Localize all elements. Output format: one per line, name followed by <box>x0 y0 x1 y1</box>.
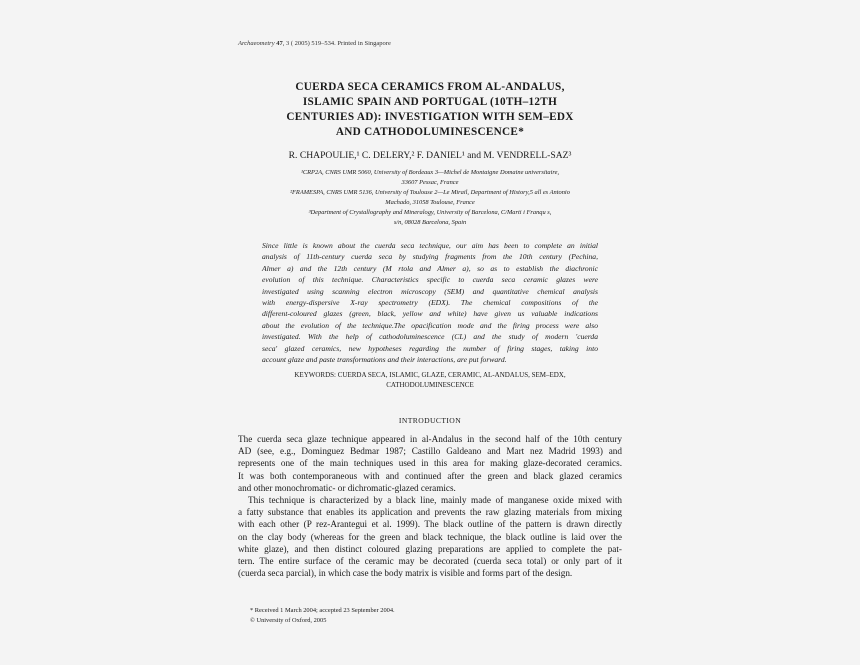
abstract-line: account glaze and paste transformations and their interactions, are put forward. <box>262 354 507 364</box>
keywords-line: KEYWORDS: CUERDA SECA, ISLAMIC, GLAZE, CERAMIC, AL-ANDALUS, SEM–EDX, <box>294 371 566 379</box>
body-line: represents one of the main techniques used in this area for making glaze-decorated ceramics. <box>238 458 622 469</box>
keywords-line: CATHODOLUMINESCENCE <box>386 381 474 389</box>
body-line: (cuerda seca parcial), in which case the body matrix is visible and forms part of the design. <box>238 568 573 579</box>
title-line: CUERDA SECA CERAMICS FROM AL-ANDALUS, <box>295 81 565 93</box>
running-head <box>238 40 391 47</box>
footnotes <box>250 606 395 625</box>
title-line: CENTURIES AD): INVESTIGATION WITH SEM–EDX <box>286 111 574 123</box>
affiliation-line: ³Department of Crystallography and Mineralogy, University of Barcelona, C/Marti i Franqu s, <box>308 209 552 216</box>
keywords <box>262 370 598 390</box>
affiliation-line: 33607 Pessac, France <box>401 179 459 186</box>
body-line: white glaze), and then distinct coloured glazing preparations are applied to complete the pat- <box>238 543 622 554</box>
abstract-line: Since little is known about the cuerda seca technique, our aim has been to complete an initial <box>262 241 598 250</box>
title-line: AND CATHODOLUMINESCENCE* <box>335 126 525 138</box>
footnote-received: * Received 1 March 2004; accepted 23 September 2004. <box>250 607 395 614</box>
affiliation-line: s/n, 08028 Barcelona, Spain <box>393 219 467 226</box>
abstract-line: evolution of this technique. Characteristics specific to cuerda seca ceramic glazes were <box>262 275 598 285</box>
journal-issue-info: , 3 ( 2005) 519–534. Printed in Singapore <box>282 40 391 47</box>
body-line: The cuerda seca glaze technique appeared in al-Andalus in the second half of the 10th century <box>238 434 622 444</box>
abstract-line: investigated using scanning electron microscopy (SEM) and quantitative chemical analysis <box>262 286 598 296</box>
abstract <box>262 240 598 365</box>
title-line: ISLAMIC SPAIN AND PORTUGAL (10TH–12TH <box>302 96 558 108</box>
abstract-line: investigated. With the help of cathodoluminescence (CL) and the study of modern 'cuerda <box>262 332 598 342</box>
body-line: It was both contemporaneous with and continued after the green and black glazed ceramics <box>238 470 622 481</box>
abstract-line: analysis of 11th-century cuerda seca by studying fragments from the 10th century (Pechina, <box>262 252 598 262</box>
body-line: a fatty substance that enables its application and prevents the raw glazing materials from mixing <box>238 507 622 518</box>
journal-name: Archaeometry <box>238 40 275 47</box>
affiliation-line: ¹CRP2A, CNRS UMR 5060, University of Bordeaux 3—Michel de Montaigne Domaine universitaire, <box>300 169 560 176</box>
body-line: on the clay body (whereas for the green and black technique, the black outline is laid over the <box>238 531 622 542</box>
affiliation-line: Machado, 31058 Toulouse, France <box>385 199 475 206</box>
section-heading: INTRODUCTION <box>398 416 462 425</box>
abstract-line: different-coloured glazes (green, black, yellow and white) have given us valuable indications <box>262 309 598 319</box>
introduction-text <box>238 433 622 579</box>
affiliations <box>255 168 605 228</box>
abstract-line: with energy-dispersive X-ray spectrometry (EDX). The chemical compositions of the <box>262 297 598 307</box>
abstract-line: Almer a) and the 12th century (M rtola and Almer a), so as to establish the diachronic <box>262 263 598 273</box>
abstract-line: seca' glazed ceramics, new hypotheses regarding the number of firing stages, taking into <box>262 343 598 353</box>
body-line: with each other (P rez-Arantegui et al. 1999). The black outline of the pattern is drawn directly <box>238 519 622 530</box>
journal-volume: 47 <box>276 40 283 47</box>
author-list: R. CHAPOULIE,¹ C. DELERY,² F. DANIEL¹ and M. VENDRELL-SAZ³ <box>288 150 572 161</box>
paper-title <box>250 80 610 140</box>
body-line: tern. The entire surface of the ceramic may be decorated (cuerda seca total) or only part of it <box>238 555 622 566</box>
body-line: AD (see, e.g., Dominguez Bedmar 1987; Castillo Galdeano and Mart nez Madrid 1993) and <box>238 446 622 457</box>
body-line: This technique is characterized by a black line, mainly made of manganese oxide mixed with <box>248 494 622 505</box>
body-line: and other monochromatic- or dichromatic-glazed ceramics. <box>238 482 456 493</box>
footnote-copyright: © University of Oxford, 2005 <box>250 616 327 624</box>
abstract-line: about the evolution of the technique.The opacification mode and the firing process were also <box>262 320 598 330</box>
affiliation-line: ²FRAMESPA, CNRS UMR 5136, University of Toulouse 2—Le Mirail, Department of History,5 all es Antonio <box>290 189 570 196</box>
